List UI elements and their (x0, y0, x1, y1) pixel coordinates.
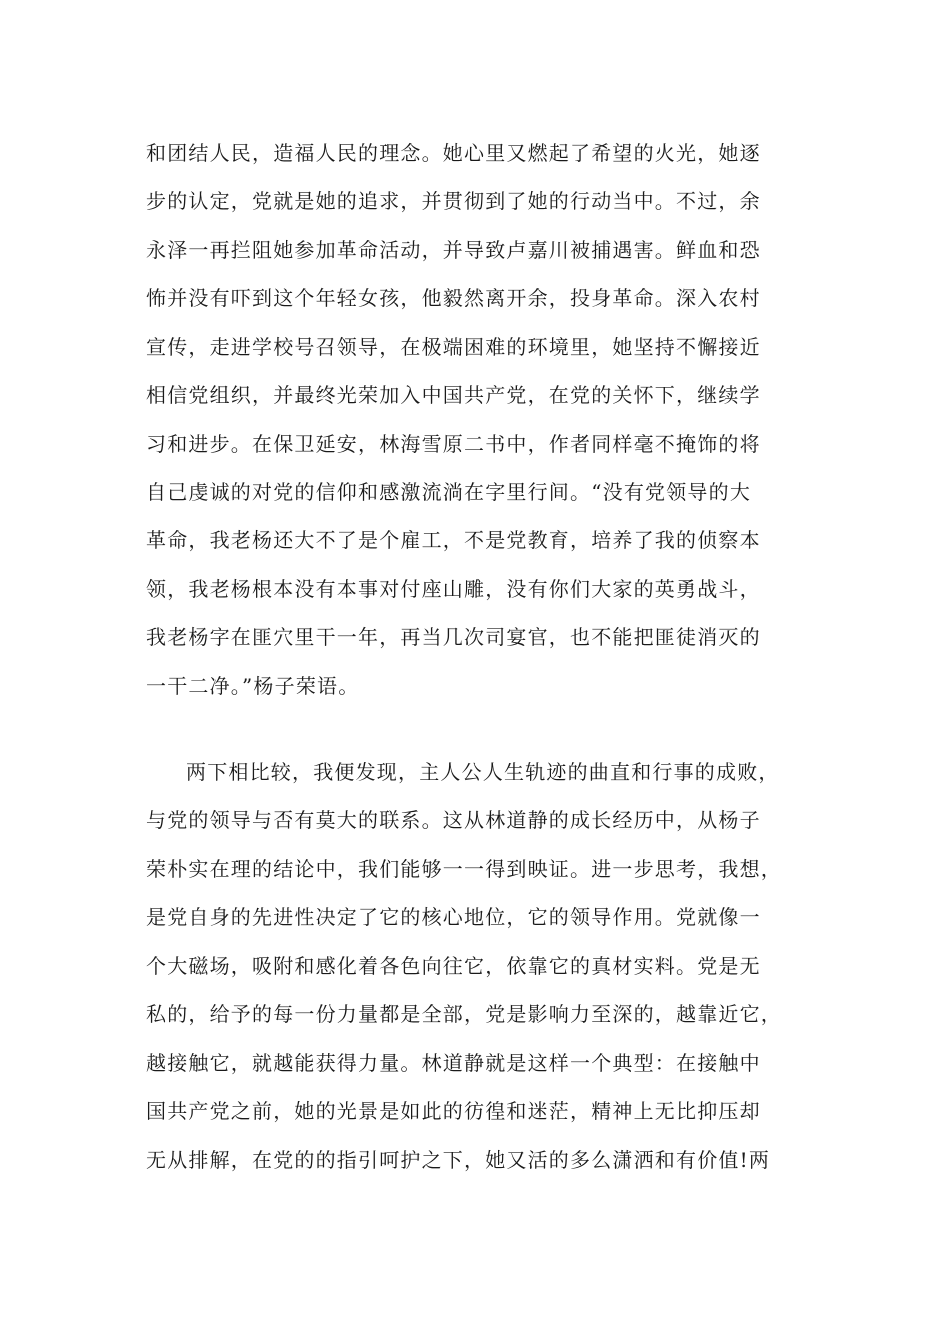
paragraph-1-line-1: 和团结人民，造福人民的理念。她心里又燃起了希望的火光，她逐 (146, 141, 761, 165)
paragraph-1-line-4: 怖并没有吓到这个年轻女孩，他毅然离开余，投身革命。深入农村 (146, 286, 761, 310)
paragraph-2-line-4: 是党自身的先进性决定了它的核心地位，它的领导作用。党就像一 (146, 905, 761, 929)
paragraph-1-line-7: 习和进步。在保卫延安，林海雪原二书中，作者同样毫不掩饰的将 (146, 432, 761, 456)
paragraph-1-line-6: 相信党组织，并最终光荣加入中国共产党，在党的关怀下，继续学 (146, 383, 761, 407)
paragraph-2-line-9: 无从排解，在党的的指引呵护之下，她又活的多么潇洒和有价值!两 (146, 1148, 771, 1172)
paragraph-2-line-7: 越接触它，就越能获得力量。林道静就是这样一个典型：在接触中 (146, 1051, 761, 1075)
paragraph-1-line-12: 一干二净。”杨子荣语。 (146, 674, 360, 698)
paragraph-1-line-8: 自己虔诚的对党的信仰和感激流淌在字里行间。“没有党领导的大 (146, 480, 752, 504)
paragraph-1-line-10: 领，我老杨根本没有本事对付座山雕，没有你们大家的英勇战斗， (146, 577, 761, 601)
paragraph-1-line-9: 革命，我老杨还大不了是个雇工，不是党教育，培养了我的侦察本 (146, 528, 761, 552)
paragraph-2-line-2: 与党的领导与否有莫大的联系。这从林道静的成长经历中，从杨子 (146, 808, 761, 832)
paragraph-1-line-5: 宣传，走进学校号召领导，在极端困难的环境里，她坚持不懈接近 (146, 335, 761, 359)
paragraph-2-line-1: 两下相比较，我便发现，主人公人生轨迹的曲直和行事的成败， (186, 760, 780, 784)
paragraph-2-line-6: 私的，给予的每一份力量都是全部，党是影响力至深的，越靠近它， (146, 1002, 782, 1026)
paragraph-1-line-3: 永泽一再拦阻她参加革命活动，并导致卢嘉川被捕遇害。鲜血和恐 (146, 238, 761, 262)
paragraph-2-line-3: 荣朴实在理的结论中，我们能够一一得到映证。进一步思考，我想， (146, 857, 782, 881)
paragraph-2-line-5: 个大磁场，吸附和感化着各色向往它，依靠它的真材实料。党是无 (146, 954, 761, 978)
paragraph-2-line-8: 国共产党之前，她的光景是如此的彷徨和迷茫，精神上无比抑压却 (146, 1099, 761, 1123)
paragraph-1-line-11: 我老杨字在匪穴里干一年，再当几次司宴官，也不能把匪徒消灭的 (146, 625, 761, 649)
paragraph-1-line-2: 步的认定，党就是她的追求，并贯彻到了她的行动当中。不过，余 (146, 189, 761, 213)
